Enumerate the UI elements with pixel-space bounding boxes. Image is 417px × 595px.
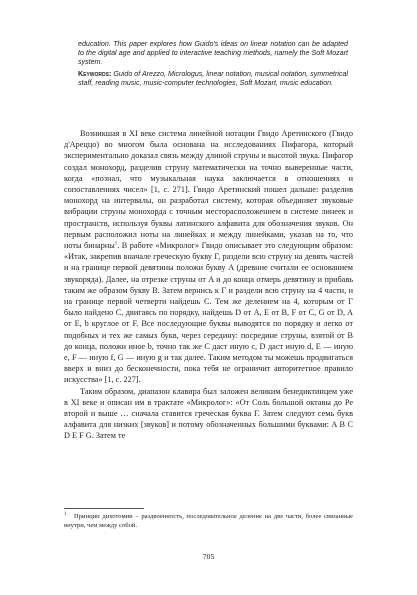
body-text (64, 128, 353, 442)
abstract-block (78, 40, 348, 88)
paragraph-1-part-1: Возникшая в XI веке система линейной нотации Гвидо Аретинского (Гвидо д'Ареццо) во многом была основана на исследованиях Пифагора, который экспериментально доказал связь между длиной струны и высотой звука. Пифагор создал монохорд, разделив струну математически на точно выверенные части, когда «познал, что музыкальная наука заключается в отношениях и сопоставлениях чисел» [1, с. 271]. Гвидо Аретинский пошел дальше: разделив монохорд на интервалы, он разработал систему, которая объединяет звуковые вибрации струны монохорда с точным месторасположением в системе линеек и пространств, используя буквы латинского алфавита для обозначения звуков. Он первым расположил ноты на линейках и между линейками, указав на то, что ноты бинарны (64, 129, 353, 251)
keywords-label: Keywords: (78, 69, 112, 78)
abstract-text: education. This paper explores how Guido's ideas on linear notation can be adapted to the digital age and applied to interactive teaching methods, namely the Soft Mozart system. (78, 40, 348, 67)
page-number: 705 (202, 552, 215, 561)
footnote-reference: 1 (114, 241, 118, 247)
keywords-text: Guido of Arezzo, Micrologus, linear notation, musical notation, symmetrical staff, reading music, music-computer technologies, Soft Mozart, music education. (78, 69, 348, 87)
footnote-text: Принцип дихотомии – раздвоенность, последовательное деление на две части, более связанные внутри, чем между собой. (64, 513, 353, 529)
footnote: 1 Принцип дихотомии – раздвоенность, последовательное деление на две части, более связанные внутри, чем между собой. (64, 511, 353, 529)
paragraph-1 (64, 128, 353, 386)
keywords-line (78, 70, 348, 88)
paragraph-1-part-2: . В работе «Микролог» Гвидо описывает это следующим образом: «Итак, закрепив вначале греческую букву Γ, раздели всю струну на девять частей и на границе первой девятины положи букву A (древние считали ее основанием звукоряда). Далее, на отрезке струны от A и до конца отмерь девятину и прибавь таким же образом букву B. Затем вернись к Γ и раздели всю струну на 4 части, и на границе первой четверти найдешь C. Тем же делением на 4, которым от Γ было найдено C, двигаясь по порядку, найдешь D от A, E от B, F от C, G от D, A от E, b круглое от F. Все последующие буквы выводятся по порядку и легко от подобных и тех же самых букв, через середину: посредине струны, взятой от B до конца, положи иное b, точно так же C даст иную c, D даст иную d, E — иную e, F — иную f, G — иную g и так далее. Таким методом ты можешь продвигаться вверх и вниз до бесконечности, пока тебя не ограничит авторитетное правило искусства» [1, с. 227]. (64, 241, 353, 385)
paragraph-2: Таким образом, диапазон клавира был заложен великим бенедиктинцем уже в XI веке и описан им в трактате «Микролог»: «От Соль большой октавы до Ре второй и выше … сначала ставится греческая буква Γ. Затем следуют семь букв алфавита для низких [звуков] и потому обозначенных большими буквами: A B C D E F G. Затем те (64, 386, 353, 441)
footnote-divider (64, 508, 144, 509)
